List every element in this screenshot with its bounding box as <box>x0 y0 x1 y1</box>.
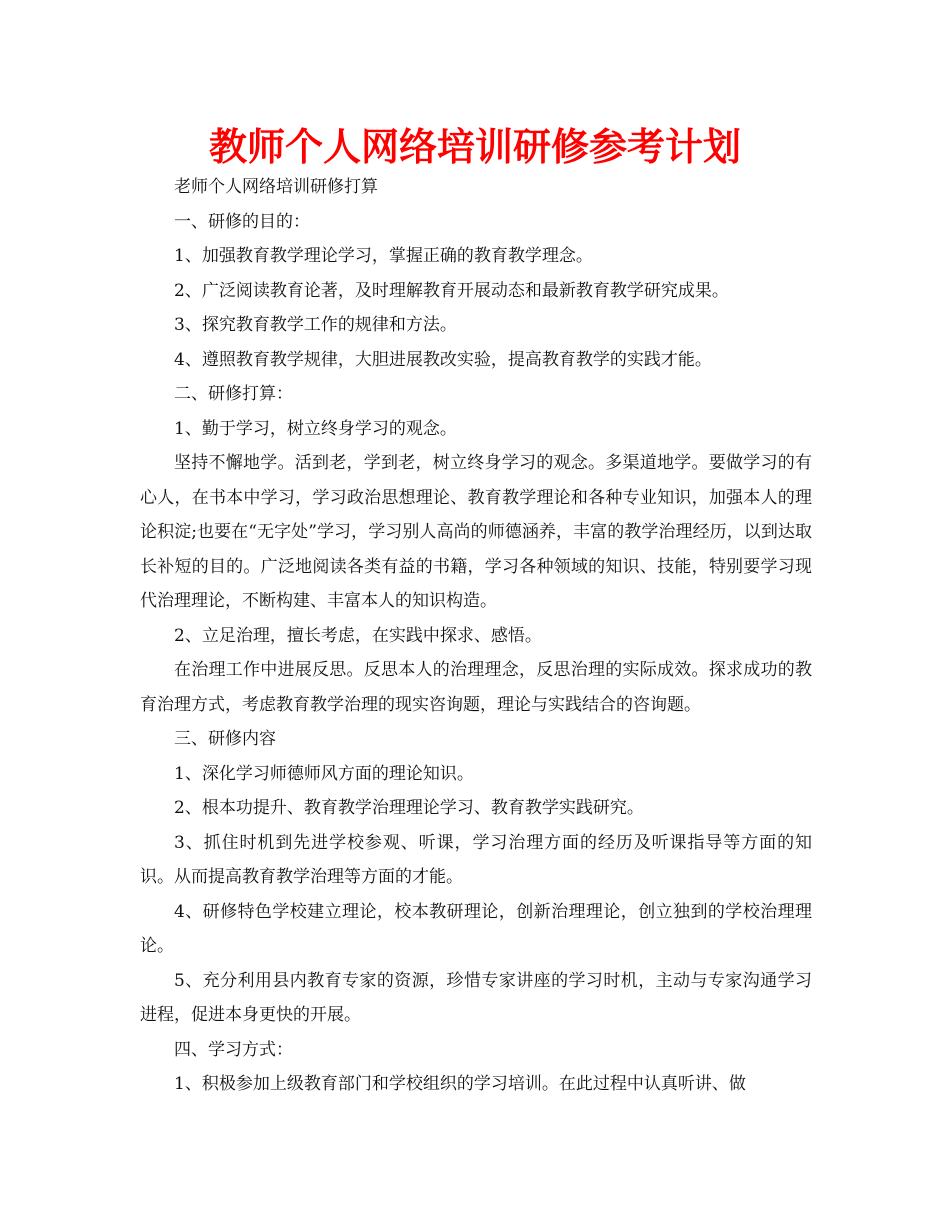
section-heading-content: 三、研修内容 <box>174 729 276 749</box>
document-body <box>140 170 812 1102</box>
method-item-1: 1、积极参加上级教育部门和学校组织的学习培训。在此过程中认真听讲、做 <box>174 1074 746 1094</box>
plan-item-1-detail: 坚持不懈地学。活到老，学到老，树立终身学习的观念。多渠道地学。要做学习的有心人，在书本中学习，学习政治思想理论、教育教学理论和各种专业知识，加强本人的理论积淀;也要在“无字处”学习，学习别人高尚的师德涵养，丰富的教学治理经历，以到达取长补短的目的。广泛地阅读各类有益的书籍，学习各种领域的知识、技能，特别要学习现代治理理论，不断构建、丰富本人的知识构造。 <box>140 453 812 611</box>
content-item-1: 1、深化学习师德师风方面的理论知识。 <box>174 763 474 784</box>
purpose-item-4: 4、遵照教育教学规律，大胆进展教改实验，提高教育教学的实践才能。 <box>174 349 712 370</box>
content-item-3: 3、抓住时机到先进学校参观、听课，学习治理方面的经历及听课指导等方面的知识。从而提高教育教学治理等方面的才能。 <box>140 832 812 887</box>
plan-item-1: 1、勤于学习，树立终身学习的观念。 <box>174 418 457 439</box>
section-heading-plan: 二、研修打算： <box>174 384 293 404</box>
content-item-2: 2、根本功提升、教育教学治理理论学习、教育教学实践研究。 <box>174 798 644 818</box>
section-heading-purpose: 一、研修的目的： <box>174 211 310 232</box>
plan-item-2-detail: 在治理工作中进展反思。反思本人的治理理念，反思治理的实际成效。探求成功的教育治理方式，考虑教育教学治理的现实咨询题，理论与实践结合的咨询题。 <box>140 660 812 715</box>
plan-item-2: 2、立足治理，擅长考虑，在实践中探求、感悟。 <box>174 625 542 646</box>
document-title: 教师个人网络培训研修参考计划 <box>208 125 741 169</box>
purpose-item-3: 3、探究教育教学工作的规律和方法。 <box>174 315 457 335</box>
content-item-5: 5、充分利用县内教育专家的资源，珍惜专家讲座的学习时机，主动与专家沟通学习进程，促进本身更快的开展。 <box>140 970 812 1025</box>
purpose-item-1: 1、加强教育教学理论学习，掌握正确的教育教学理念。 <box>174 246 593 266</box>
subtitle-paragraph: 老师个人网络培训研修打算 <box>174 177 378 197</box>
section-heading-method: 四、学习方式： <box>174 1039 293 1060</box>
content-item-4: 4、研修特色学校建立理论，校本教研理论，创新治理理论，创立独到的学校治理理论。 <box>140 901 812 956</box>
purpose-item-2: 2、广泛阅读教育论著，及时理解教育开展动态和最新教育教学研究成果。 <box>174 280 729 301</box>
